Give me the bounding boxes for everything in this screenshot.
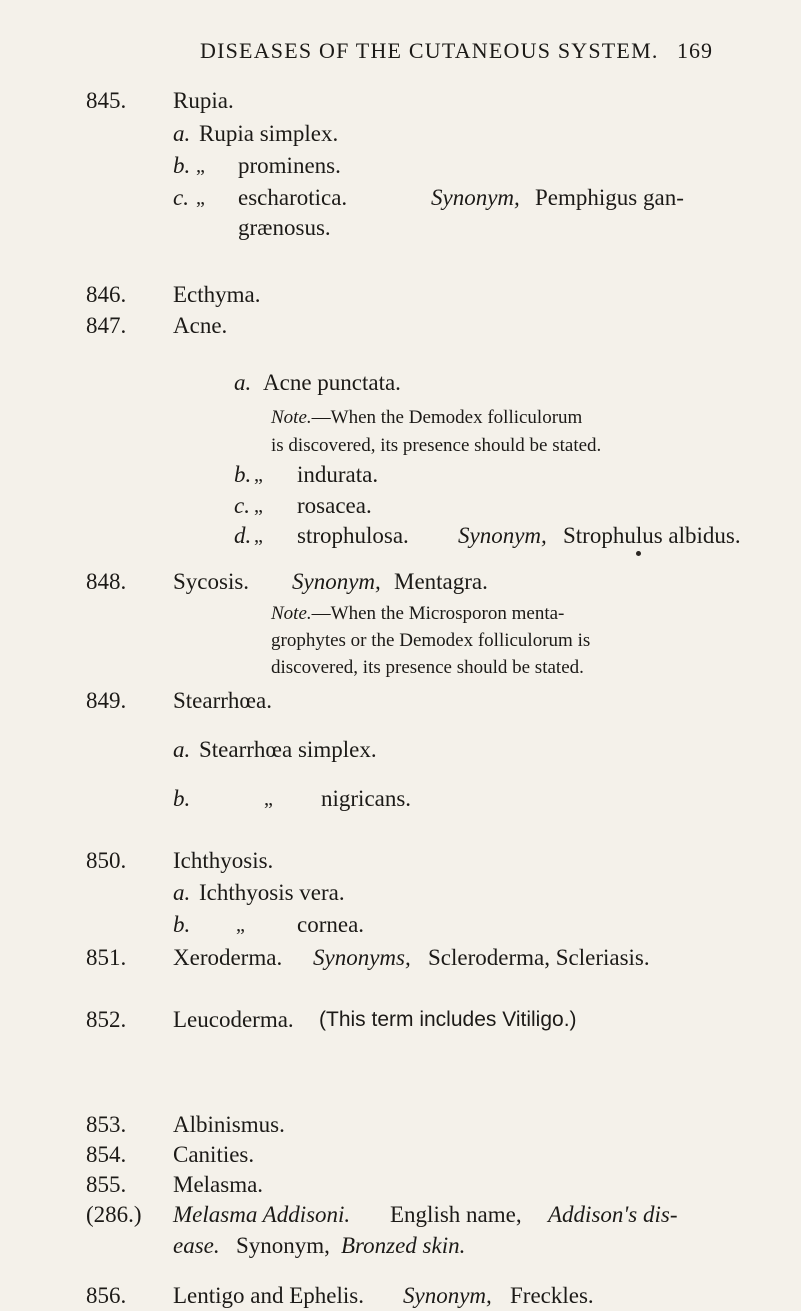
entry-number: 852.	[86, 1007, 127, 1032]
entry-name: Sycosis.	[173, 569, 250, 594]
note-line	[271, 628, 590, 654]
ditto-mark: „	[196, 187, 205, 209]
ditto-mark: „	[254, 495, 263, 517]
running-header	[0, 38, 801, 72]
sub-text: Ichthyosis vera.	[199, 880, 345, 905]
sub-label: b.	[173, 786, 191, 811]
sub-label: c.	[234, 493, 250, 518]
synonym-label: Synonym,	[458, 523, 547, 548]
sub-label: d.	[234, 523, 252, 548]
sub-text: nigricans.	[321, 786, 412, 811]
ditto-mark: „	[254, 464, 263, 486]
sub-label: a.	[173, 737, 191, 762]
english-name-value: Addison's dis-	[548, 1202, 678, 1227]
entry-number: 845.	[86, 88, 127, 113]
entry-number: 847.	[86, 313, 127, 338]
ditto-mark: „	[236, 914, 245, 936]
note-label: Note.	[271, 407, 312, 428]
note-text: grophytes or the Demodex folliculorum is	[271, 630, 591, 651]
entry-number: 854.	[86, 1142, 127, 1167]
sub-label: a.	[173, 121, 191, 146]
entry-number: (286.)	[86, 1202, 142, 1227]
ditto-mark: „	[264, 788, 273, 810]
entry-number: 855.	[86, 1172, 127, 1197]
entry-name: Leucoderma.	[173, 1007, 294, 1032]
sub-text: indurata.	[297, 462, 379, 487]
entry-name: Albinismus.	[173, 1112, 285, 1137]
synonym-value: Bronzed skin.	[341, 1233, 466, 1258]
sub-label: b.	[173, 912, 191, 937]
note-line	[271, 601, 564, 627]
entry-number: 848.	[86, 569, 127, 594]
sub-label: a.	[234, 370, 252, 395]
note-line	[271, 655, 584, 681]
entry-name: Melasma Addisoni.	[173, 1202, 351, 1227]
sub-label: b.	[173, 153, 191, 178]
english-name-label: English name,	[390, 1202, 522, 1227]
entry-name: Acne.	[173, 313, 228, 338]
sub-text: rosacea.	[297, 493, 372, 518]
ink-speck	[636, 551, 641, 556]
sub-label: c.	[173, 185, 189, 210]
continuation-text: ease.	[173, 1233, 220, 1258]
entry-name: Rupia.	[173, 88, 234, 113]
sub-label: a.	[173, 880, 191, 905]
entry-name: Lentigo and Ephelis.	[173, 1283, 364, 1308]
synonym-value: Strophulus albidus.	[563, 523, 741, 548]
ditto-mark: „	[254, 525, 263, 547]
synonym-value: Mentagra.	[394, 569, 488, 594]
page-number: 169	[677, 38, 713, 63]
entry-number: 850.	[86, 848, 127, 873]
entry-number: 851.	[86, 945, 127, 970]
synonym-label: Synonym,	[431, 185, 520, 210]
note-text: discovered, its presence should be stated.	[271, 657, 584, 678]
sub-text: Acne punctata.	[263, 370, 401, 395]
sub-text: Rupia simplex.	[199, 121, 339, 146]
sub-text: escharotica.	[238, 185, 348, 210]
continuation-text: grænosus.	[238, 215, 331, 240]
note-line	[271, 433, 601, 459]
entry-name: Xeroderma.	[173, 945, 283, 970]
sub-text: Stearrhœa simplex.	[199, 737, 377, 762]
sub-text: prominens.	[238, 153, 341, 178]
parenthetical-note: (This term includes Vitiligo.)	[319, 1008, 577, 1031]
header-title: DISEASES OF THE CUTANEOUS SYSTEM.	[200, 38, 659, 63]
entry-number: 853.	[86, 1112, 127, 1137]
sub-text: cornea.	[297, 912, 365, 937]
synonym-value: Pemphigus gan-	[535, 185, 684, 210]
note-text: is discovered, its presence should be stated.	[271, 435, 602, 456]
entry-name: Ecthyma.	[173, 282, 261, 307]
entry-name: Stearrhœa.	[173, 688, 272, 713]
note-line	[271, 405, 582, 431]
synonym-label: Synonym,	[236, 1233, 330, 1258]
sub-text: strophulosa.	[297, 523, 409, 548]
ditto-mark: „	[196, 155, 205, 177]
entry-name: Canities.	[173, 1142, 255, 1167]
synonym-value: Freckles.	[510, 1283, 594, 1308]
entry-number: 846.	[86, 282, 127, 307]
synonym-label: Synonym,	[403, 1283, 492, 1308]
entry-number: 849.	[86, 688, 127, 713]
entry-number: 856.	[86, 1283, 127, 1308]
note-text: —When the Demodex folliculorum	[311, 407, 583, 428]
note-text: —When the Microsporon menta-	[311, 603, 565, 624]
synonym-label: Synonyms,	[313, 945, 411, 970]
entry-name: Ichthyosis.	[173, 848, 274, 873]
entry-name: Melasma.	[173, 1172, 264, 1197]
sub-label: b.	[234, 462, 252, 487]
note-label: Note.	[271, 603, 312, 624]
synonym-label: Synonym,	[292, 569, 381, 594]
synonym-value: Scleroderma, Scleriasis.	[428, 945, 650, 970]
